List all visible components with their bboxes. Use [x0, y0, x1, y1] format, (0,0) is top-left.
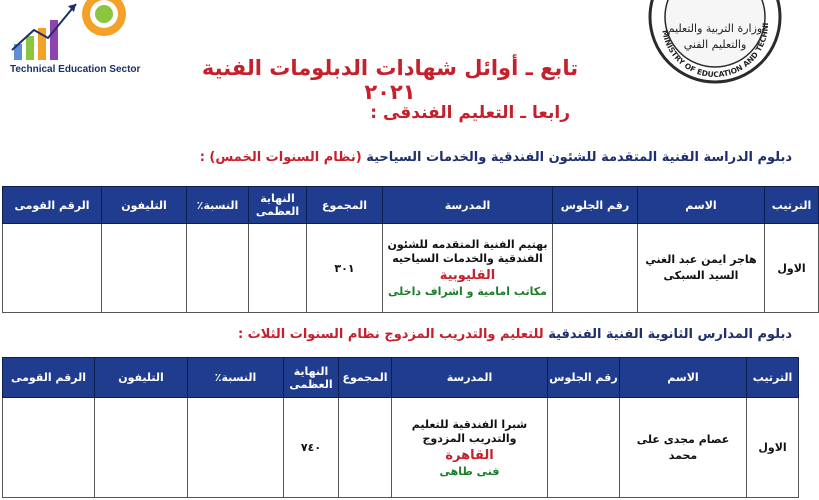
national-id-cell: [3, 224, 102, 313]
school-cell: [392, 398, 548, 498]
seat-cell: [548, 398, 620, 498]
school-name: شبرا الفندقية للتعليم والتدريب المزدوج: [411, 417, 528, 445]
col-max: النهاية العظمى: [284, 358, 339, 398]
col-national-id: الرقم القومى: [3, 358, 95, 398]
total-cell: ٣٠١: [307, 224, 383, 313]
logo-caption: Technical Education Sector: [10, 64, 141, 75]
ministry-seal: [648, 0, 782, 84]
percent-cell: [187, 224, 249, 313]
seal-inner-text-2: والتعليم الفني: [683, 38, 747, 51]
col-school: المدرسة: [383, 187, 553, 224]
national-id-cell: [3, 398, 95, 498]
diploma-2-main: دبلوم المدارس الثانوية الفنية الفندقية: [548, 327, 792, 342]
col-total: المجموع: [339, 358, 392, 398]
col-rank: الترتيب: [747, 358, 799, 398]
name-cell: عصام مجدى على محمد: [620, 398, 747, 498]
results-table-2: [2, 357, 799, 498]
technical-education-logo: [4, 0, 141, 78]
col-school: المدرسة: [392, 358, 548, 398]
rank-cell: الاول: [747, 398, 799, 498]
diploma-1-main: دبلوم الدراسة الفنية المتقدمة للشئون الفندقية والخدمات السياحية: [366, 150, 792, 165]
phone-cell: [102, 224, 187, 313]
col-phone: التليفون: [95, 358, 188, 398]
total-cell: [339, 398, 392, 498]
col-phone: التليفون: [102, 187, 187, 224]
table-1-header-row: [3, 187, 819, 224]
ministry-seal-icon: [648, 0, 782, 84]
diploma-2-system: نظام السنوات الثلاث :: [237, 327, 380, 342]
chart-growth-logo-icon: [4, 0, 134, 64]
governorate: القليوبية: [439, 268, 496, 283]
col-name: الاسم: [620, 358, 747, 398]
col-seat: رقم الجلوس: [553, 187, 638, 224]
diploma-2-highlight: للتعليم والتدريب المزدوج: [384, 327, 544, 342]
section-heading: رابعا ـ التعليم الفندقى :: [370, 103, 570, 123]
diploma-title-1: [200, 150, 792, 165]
seal-ring-text: MINISTRY OF EDUCATION AND TECHNI: [660, 22, 771, 80]
specialization: مكاتب امامية و اشراف داخلى: [388, 285, 547, 298]
col-max: النهاية العظمى: [249, 187, 307, 224]
table-2-header-row: [3, 358, 799, 398]
diploma-title-2: [238, 327, 792, 342]
diploma-1-system: (نظام السنوات الخمس) :: [199, 150, 362, 165]
col-rank: الترتيب: [765, 187, 819, 224]
results-table-1: [2, 186, 819, 313]
school-cell: [383, 224, 553, 313]
phone-cell: [95, 398, 188, 498]
col-name: الاسم: [638, 187, 765, 224]
col-percent: النسبة٪: [187, 187, 249, 224]
page-title: تابع ـ أوائل شهادات الدبلومات الفنية ٢٠٢١: [201, 56, 579, 104]
col-total: المجموع: [307, 187, 383, 224]
seal-inner-text-1: وزارة التربية والتعليم: [667, 22, 763, 35]
seat-cell: [553, 224, 638, 313]
rank-cell: الاول: [765, 224, 819, 313]
col-percent: النسبة٪: [188, 358, 284, 398]
name-cell: هاجر ايمن عبد الغني السيد السبكى: [638, 224, 765, 313]
percent-cell: [188, 398, 284, 498]
max-cell: [249, 224, 307, 313]
governorate: القاهرة: [445, 447, 494, 463]
max-cell: ٧٤٠: [284, 398, 339, 498]
specialization: فنى طاهى: [439, 464, 500, 478]
school-name: بهتيم الفنية المتقدمه للشئون الفندقية والخدمات السياحيه: [387, 238, 548, 265]
col-seat: رقم الجلوس: [548, 358, 620, 398]
col-national-id: الرقم القومى: [3, 187, 102, 224]
table-row: [3, 224, 819, 313]
table-row: [3, 398, 799, 498]
